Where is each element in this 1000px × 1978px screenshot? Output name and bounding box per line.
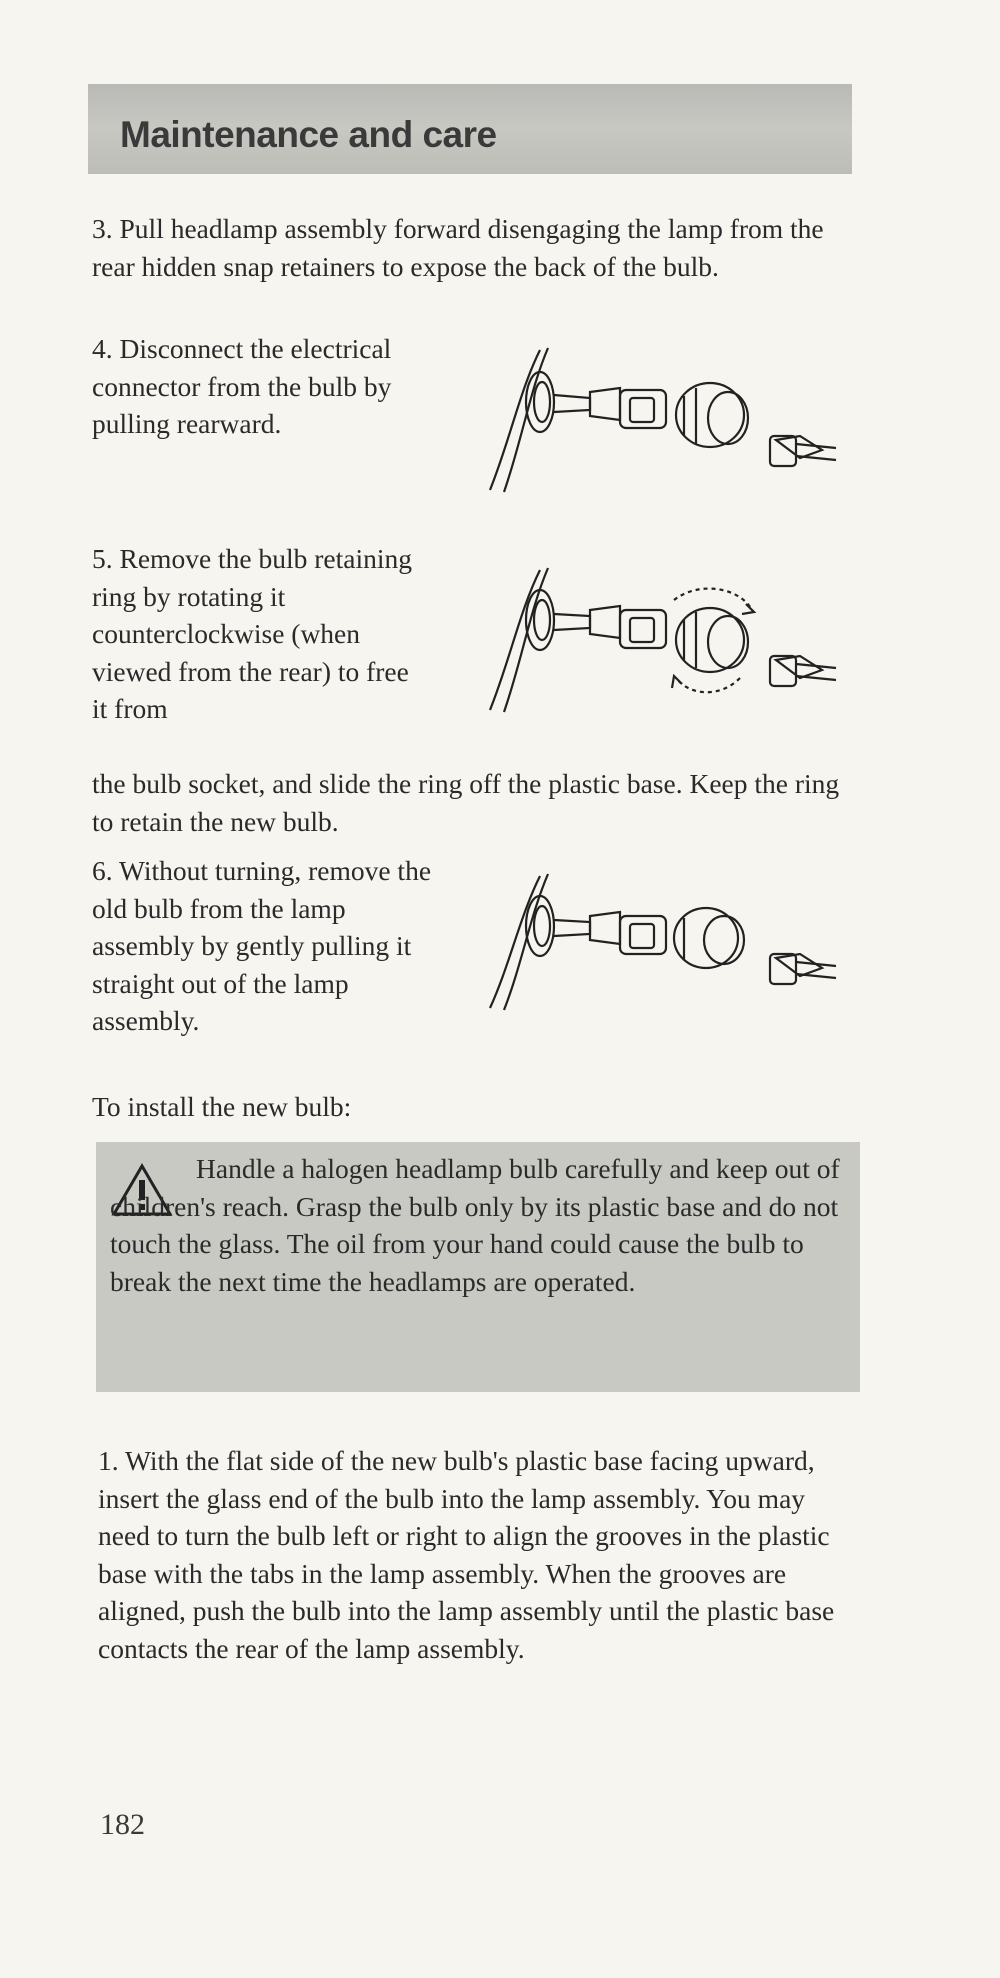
install-step-1-text: 1. With the flat side of the new bulb's plastic base facing upward, insert the glass end of the bulb into the lamp assembly. You may need to turn the bulb left or right to align the grooves in the plastic base with the tabs in the lamp assembly. When the grooves are aligned, push the bulb into the lamp assembly until the plastic base contacts the rear of the lamp assembly. bbox=[98, 1445, 835, 1664]
section-header bbox=[88, 84, 852, 174]
step-6-text: 6. Without turning, remove the old bulb from the lamp assembly by gently pulling it straight out of the lamp assembly. bbox=[92, 855, 432, 1036]
page-number: 182 bbox=[100, 1808, 145, 1841]
warning-text: Handle a halogen headlamp bulb carefully and keep out of children's reach. Grasp the bulb only by its plastic base and do not touch the glass. The oil from your hand could cause the bulb to break the next time the headlamps are operated. bbox=[110, 1153, 840, 1297]
disconnect-connector-illustration bbox=[470, 340, 860, 500]
step-4-text: 4. Disconnect the electrical connector from the bulb by pulling rearward. bbox=[92, 333, 392, 439]
remove-bulb-illustration bbox=[470, 868, 860, 1018]
install-heading: To install the new bulb: bbox=[92, 1091, 352, 1122]
retaining-ring-illustration bbox=[470, 560, 860, 730]
warning-box bbox=[96, 1142, 860, 1392]
step-5-text-wrap: 5. Remove the bulb retaining ring by rotating it counterclockwise (when viewed from the rear) to free it from bbox=[92, 543, 412, 724]
section-title: Maintenance and care bbox=[120, 114, 497, 155]
step-5-text-full: the bulb socket, and slide the ring off the plastic base. Keep the ring to retain the new bulb. bbox=[92, 768, 840, 837]
step-3-text: 3. Pull headlamp assembly forward disengaging the lamp from the rear hidden snap retainers to expose the back of the bulb. bbox=[92, 213, 824, 282]
